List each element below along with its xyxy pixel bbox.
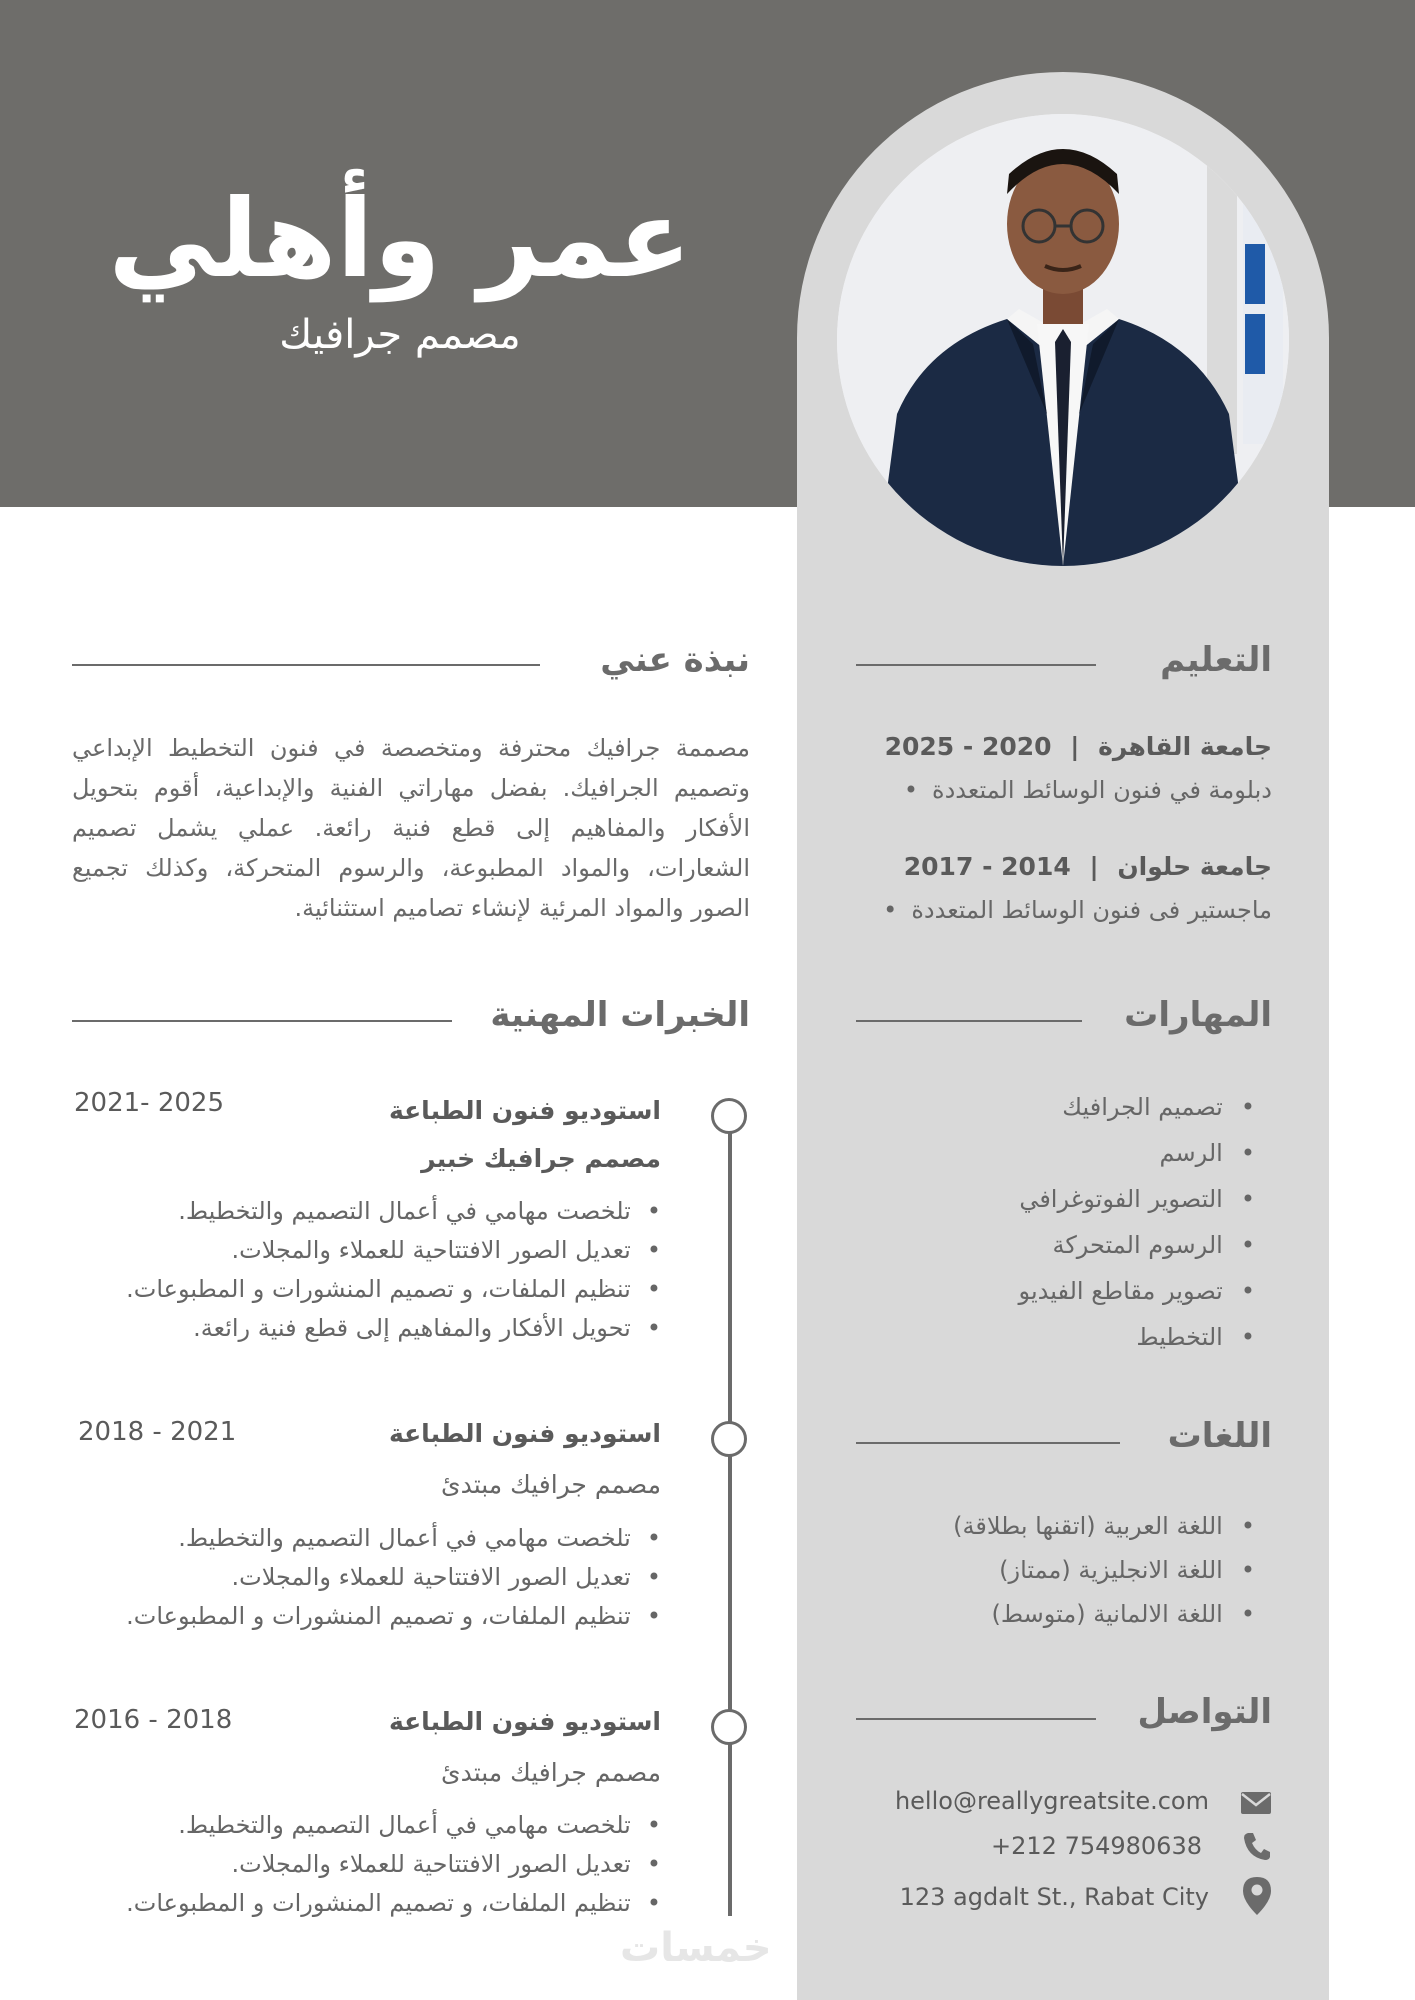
contact-rule [856, 1718, 1096, 1720]
languages-rule [856, 1442, 1120, 1444]
duty-item: • تعديل الصور الافتتاحية للعملاء والمجلات. [61, 1558, 661, 1597]
person-job-title: مصمم جرافيك [279, 312, 521, 358]
timeline-node [711, 1098, 747, 1134]
job-1-years: 2021- 2025 [74, 1088, 224, 1118]
job-2-duties [61, 1519, 661, 1636]
timeline-node [711, 1421, 747, 1457]
job-2-role: مصمم جرافيك مبتدئ [441, 1470, 661, 1499]
skill-item: • الرسم [835, 1130, 1255, 1176]
job-3-years: 2016 - 2018 [74, 1705, 233, 1735]
profile-photo [837, 114, 1289, 566]
job-1-role: مصمم جرافيك خبير [421, 1144, 661, 1173]
job-3-duties [61, 1806, 661, 1923]
skill-item: • تصميم الجرافيك [835, 1084, 1255, 1130]
contact-address[interactable]: 123 agdalt St., Rabat City [899, 1883, 1209, 1911]
timeline-node [711, 1709, 747, 1745]
education-item-2-heading: جامعة حلوان | 2014 - 2017 [903, 852, 1272, 881]
languages-title: اللغات [1167, 1416, 1272, 1456]
experience-title: الخبرات المهنية [490, 995, 750, 1035]
skills-rule [856, 1020, 1082, 1022]
phone-icon [1243, 1831, 1271, 1861]
skill-item: • تصوير مقاطع الفيديو [835, 1268, 1255, 1314]
skill-item: • التخطيط [835, 1314, 1255, 1360]
skill-item: • الرسوم المتحركة [835, 1222, 1255, 1268]
language-item: • اللغة العربية (اتقنها بطلاقة) [815, 1504, 1255, 1548]
job-2-company: استوديو فنون الطباعة [388, 1419, 661, 1448]
duty-item: • تنظيم الملفات، و تصميم المنشورات و المطبوعات. [61, 1884, 661, 1923]
about-rule [72, 664, 540, 666]
education-item-2-degree: ماجستير فى فنون الوسائط المتعددة • [883, 896, 1272, 924]
job-1-duties [61, 1192, 661, 1348]
contact-title: التواصل [1137, 1692, 1272, 1732]
language-item: • اللغة الالمانية (متوسط) [815, 1592, 1255, 1636]
education-title: التعليم [1160, 640, 1272, 680]
portrait-illustration [837, 114, 1289, 566]
skill-item: • التصوير الفوتوغرافي [835, 1176, 1255, 1222]
watermark: خمسات [620, 1925, 772, 1971]
envelope-icon [1241, 1792, 1271, 1814]
education-item-1-degree: دبلومة في فنون الوسائط المتعددة • [904, 776, 1272, 804]
duty-item: • تلخصت مهامي في أعمال التصميم والتخطيط. [61, 1806, 661, 1845]
about-title: نبذة عني [600, 640, 750, 680]
location-pin-icon [1242, 1876, 1272, 1916]
duty-item: • تحويل الأفكار والمفاهيم إلى قطع فنية رائعة. [61, 1309, 661, 1348]
skills-list [835, 1084, 1255, 1360]
education-item-2-years: 2014 - 2017 [903, 852, 1071, 881]
duty-item: • تنظيم الملفات، و تصميم المنشورات و المطبوعات. [61, 1597, 661, 1636]
person-name: عمر وأهلي [108, 177, 692, 302]
language-item: • اللغة الانجليزية (ممتاز) [815, 1548, 1255, 1592]
duty-item: • تنظيم الملفات، و تصميم المنشورات و المطبوعات. [61, 1270, 661, 1309]
duty-item: • تلخصت مهامي في أعمال التصميم والتخطيط. [61, 1192, 661, 1231]
job-2-years: 2018 - 2021 [78, 1417, 237, 1447]
education-item-2-school: جامعة حلوان [1117, 852, 1272, 881]
experience-rule [72, 1020, 452, 1022]
duty-item: • تعديل الصور الافتتاحية للعملاء والمجلات. [61, 1845, 661, 1884]
duty-item: • تلخصت مهامي في أعمال التصميم والتخطيط. [61, 1519, 661, 1558]
education-item-1-years: 2020 - 2025 [884, 732, 1052, 761]
job-3-role: مصمم جرافيك مبتدئ [441, 1758, 661, 1787]
job-1-company: استوديو فنون الطباعة [388, 1096, 661, 1125]
experience-timeline [728, 1116, 732, 1916]
contact-phone[interactable]: +212 754980638 [991, 1832, 1202, 1860]
languages-list [815, 1504, 1255, 1636]
about-text: مصممة جرافيك محترفة ومتخصصة في فنون التخطيط الإبداعي وتصميم الجرافيك. بفضل مهاراتي الفنية والإبداعية، أقوم بتحويل الأفكار والمفاهيم إلى قطع فنية رائعة. عملي يشمل تصميم الشعارات، والمواد المطبوعة، والرسوم المتحركة، وكذلك تجميع الصور والمواد المرئية لإنشاء تصاميم استثنائية. [72, 734, 750, 922]
job-3-company: استوديو فنون الطباعة [388, 1707, 661, 1736]
contact-email[interactable]: hello@reallygreatsite.com [894, 1787, 1209, 1815]
education-item-1-heading: جامعة القاهرة | 2020 - 2025 [884, 732, 1272, 761]
education-rule [856, 664, 1096, 666]
skills-title: المهارات [1124, 995, 1272, 1035]
duty-item: • تعديل الصور الافتتاحية للعملاء والمجلات. [61, 1231, 661, 1270]
education-item-1-school: جامعة القاهرة [1098, 732, 1272, 761]
